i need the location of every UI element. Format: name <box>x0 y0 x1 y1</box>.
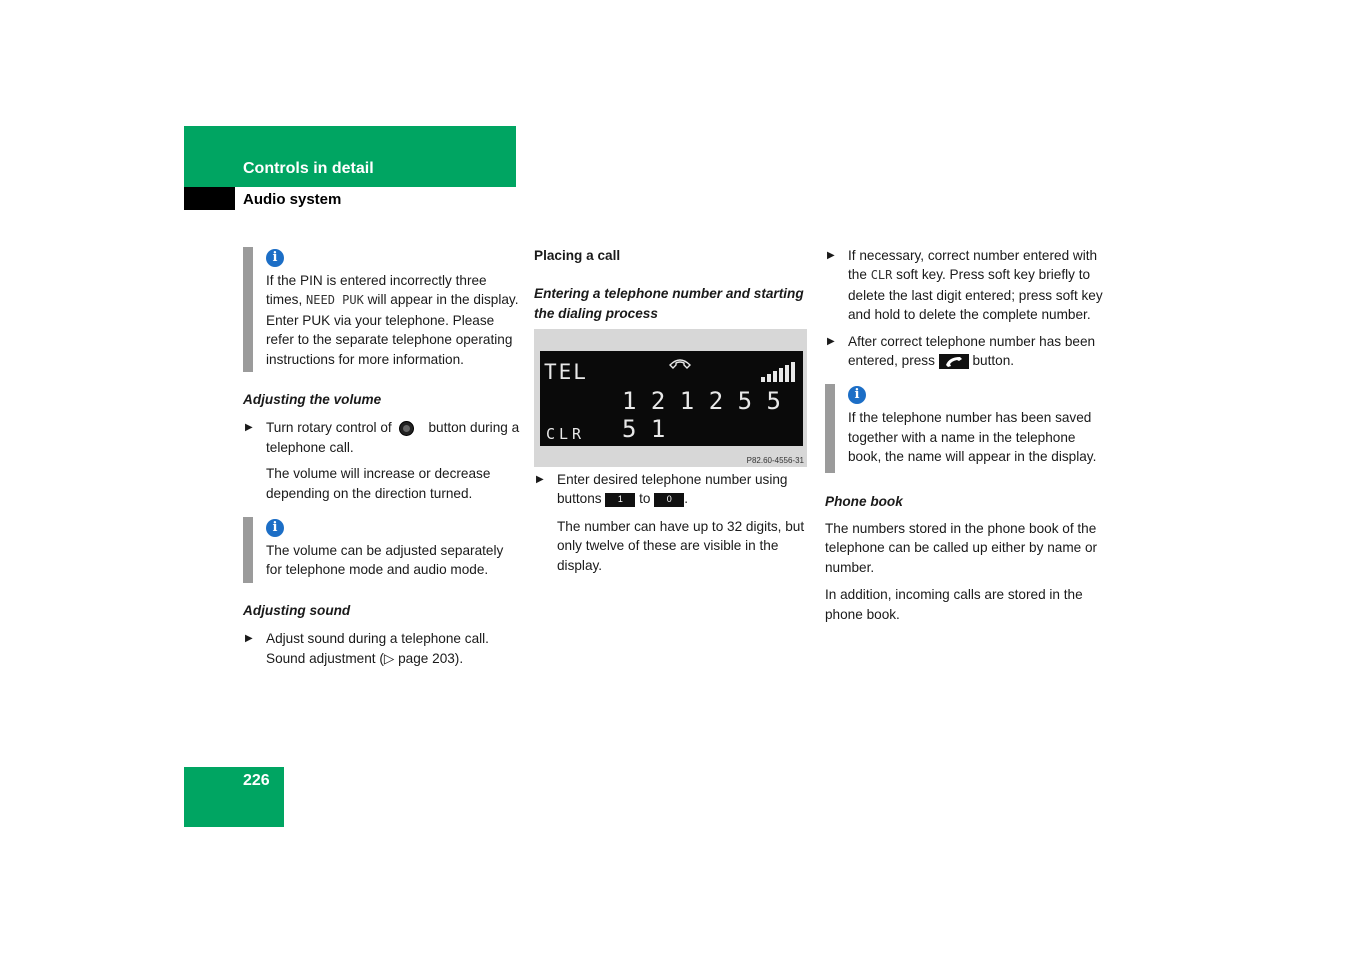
info-icon: i <box>848 386 866 404</box>
info-text: If the PIN is entered incorrectly three times, NEED PUK will appear in the display. Enter PUK via your telephone. Please refer to the separate telephone operating instructions for more information. <box>266 273 519 367</box>
page-number: 226 <box>243 772 270 789</box>
key-1-icon: 1 <box>605 493 635 507</box>
column-2 <box>534 246 808 323</box>
bullet-adjust-sound: ▶ Adjust sound during a telephone call. Sound adjustment (▷ page 203). <box>245 631 489 666</box>
subsection-title: Audio system <box>243 191 342 208</box>
bullet-press-call: ▶ After correct telephone number has been entered, press button. <box>827 333 1096 369</box>
figure-code: P82.60-4556-31 <box>746 456 804 465</box>
section-title: Controls in detail <box>243 160 374 177</box>
info-text: If the telephone number has been saved together with a name in the telephone book, the name will appear in the display. <box>848 410 1097 465</box>
clr-code: CLR <box>870 268 893 283</box>
lcd-mode-label: TEL <box>544 360 588 384</box>
rotary-control-icon <box>399 421 414 436</box>
bullet-correct-number: ▶ If necessary, correct number entered with the CLR soft key. Press soft key briefly to delete the last digit entered; press soft key and hold to delete the complete number. <box>827 248 1103 323</box>
display-code: NEED PUK <box>306 293 364 308</box>
info-text: The volume can be adjusted separately for telephone mode and audio mode. <box>266 543 504 578</box>
display-figure <box>534 329 807 467</box>
heading-phone-book: Phone book <box>825 493 903 509</box>
subheading-entering-number: Entering a telephone number and starting the dialing process <box>534 286 804 321</box>
volume-result-text: The volume will increase or decrease depending on the direction turned. <box>266 466 491 501</box>
bullet-triangle-icon: ▶ <box>536 474 544 485</box>
info-bar <box>825 384 835 472</box>
column-1 <box>243 247 521 668</box>
heading-adjusting-sound: Adjusting sound <box>243 602 351 618</box>
bullet-triangle-icon: ▶ <box>245 633 253 645</box>
signal-strength-icon <box>760 361 800 383</box>
heading-adjusting-volume: Adjusting the volume <box>243 392 382 408</box>
info-box-volume <box>243 517 521 583</box>
info-icon: i <box>266 519 284 537</box>
bullet-enter-number: ▶ Enter desired telephone number using buttons 1 to 0 . <box>536 472 788 507</box>
column-2-lower <box>534 470 808 575</box>
lcd-phone-number: 1 2 1 2 5 5 5 1 <box>622 387 781 443</box>
digits-note: The number can have up to 32 digits, but only twelve of these are visible in the display. <box>557 518 805 573</box>
lcd-screen <box>540 351 803 446</box>
handset-icon <box>668 356 692 370</box>
call-button-icon <box>939 354 969 369</box>
heading-placing-call: Placing a call <box>534 248 621 263</box>
bullet-triangle-icon: ▶ <box>827 335 835 347</box>
info-box-phonebook <box>825 384 1103 472</box>
phone-book-text-1: The numbers stored in the phone book of the telephone can be called up either by name or number. <box>825 521 1098 575</box>
info-box-pin <box>243 247 521 372</box>
info-bar <box>243 517 253 583</box>
subsection-marker <box>184 187 235 210</box>
key-0-icon: 0 <box>654 493 684 507</box>
bullet-triangle-icon: ▶ <box>827 250 835 261</box>
phone-book-text-2: In addition, incoming calls are stored in the phone book. <box>825 587 1083 622</box>
bullet-turn-rotary: ▶ Turn rotary control of button during a telephone call. <box>245 420 520 455</box>
bullet-triangle-icon: ▶ <box>245 422 253 434</box>
info-bar <box>243 247 253 372</box>
column-3 <box>825 246 1103 624</box>
info-icon: i <box>266 249 284 267</box>
lcd-soft-key-clr: CLR <box>546 425 586 443</box>
